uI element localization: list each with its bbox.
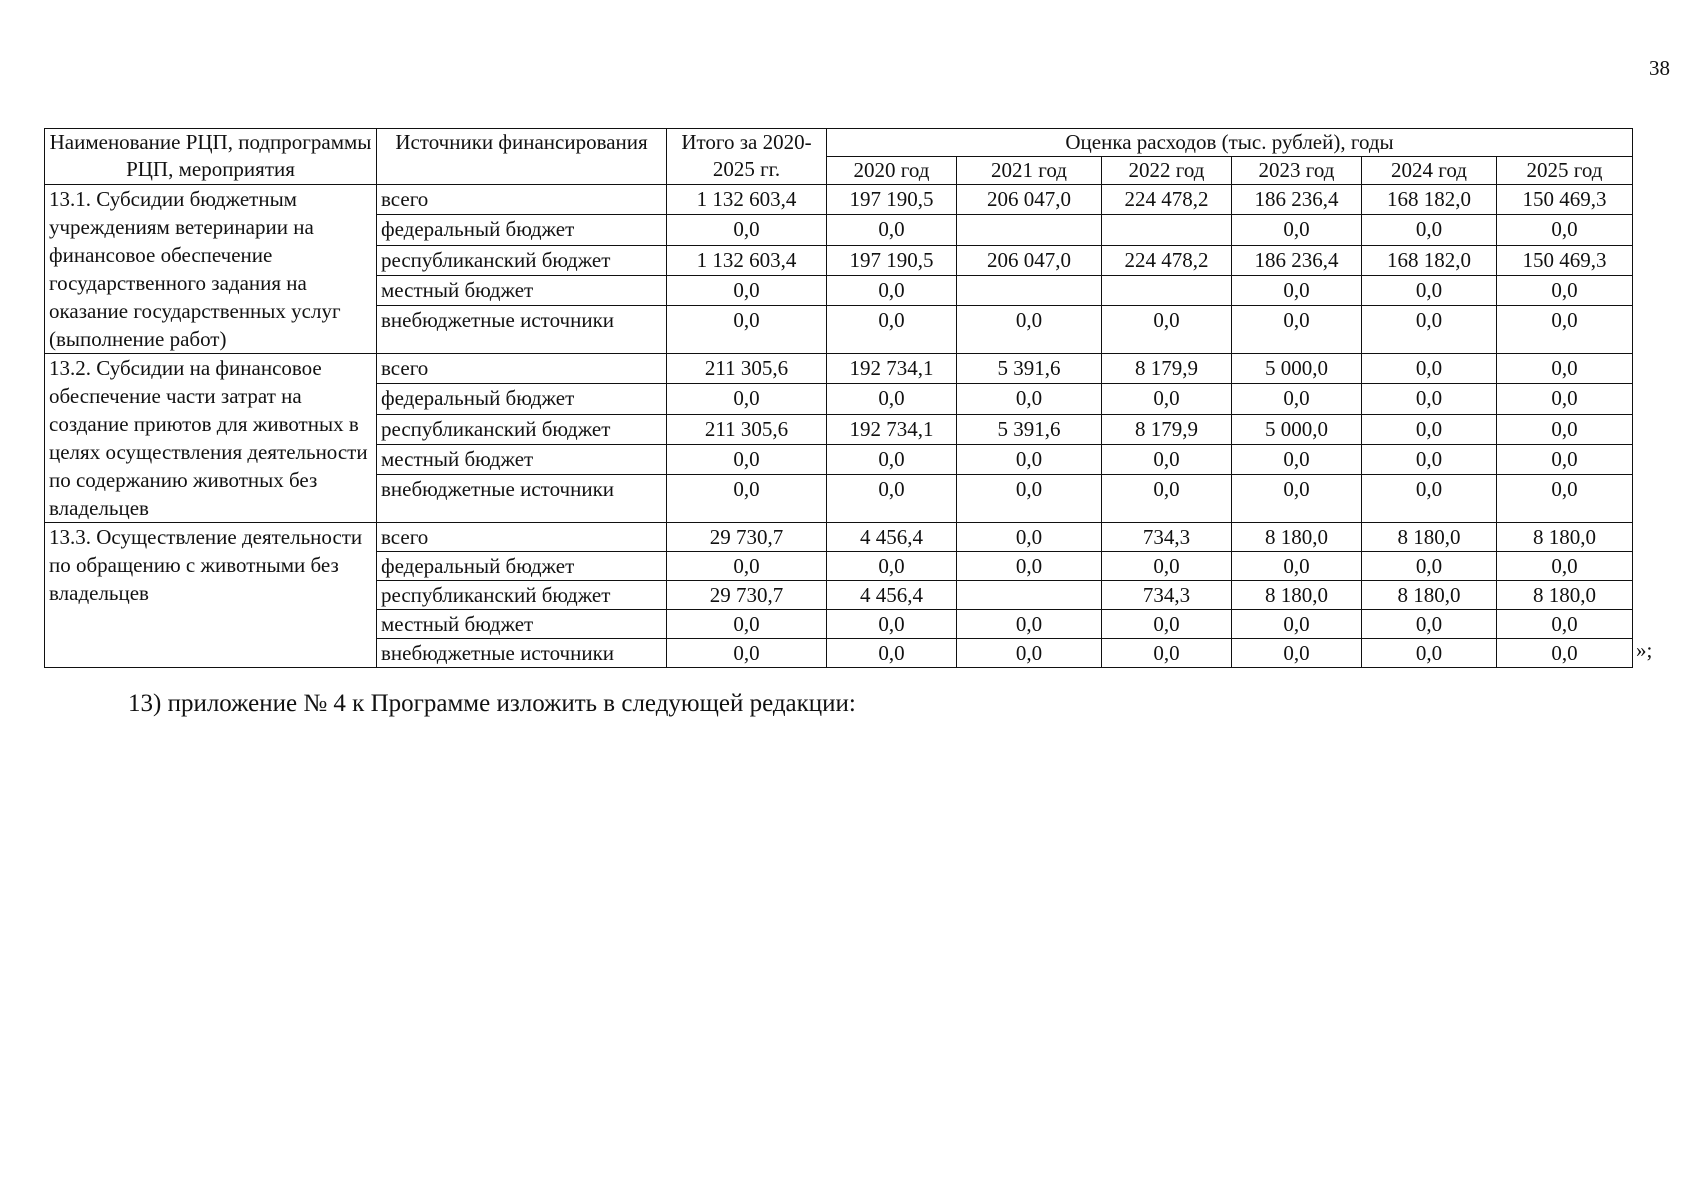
year-value-cell: 0,0 <box>1232 610 1362 639</box>
year-value-cell: 0,0 <box>1362 384 1497 414</box>
header-year: 2024 год <box>1362 157 1497 185</box>
year-value-cell: 8 180,0 <box>1232 523 1362 552</box>
year-value-cell: 0,0 <box>1362 552 1497 581</box>
year-value-cell: 0,0 <box>1497 552 1633 581</box>
year-value-cell: 0,0 <box>957 444 1102 474</box>
year-value-cell: 0,0 <box>1102 384 1232 414</box>
year-value-cell: 0,0 <box>1362 414 1497 444</box>
total-value-cell: 29 730,7 <box>667 581 827 610</box>
year-value-cell: 0,0 <box>1232 475 1362 523</box>
year-value-cell: 192 734,1 <box>827 414 957 444</box>
year-value-cell <box>957 275 1102 305</box>
year-value-cell: 0,0 <box>1497 610 1633 639</box>
year-value-cell: 0,0 <box>1362 610 1497 639</box>
year-value-cell: 0,0 <box>1497 384 1633 414</box>
funding-source-cell: всего <box>377 354 667 384</box>
funding-source-cell: всего <box>377 523 667 552</box>
total-value-cell: 0,0 <box>667 552 827 581</box>
table-body <box>45 185 1633 668</box>
year-value-cell: 0,0 <box>1362 475 1497 523</box>
funding-source-cell: федеральный бюджет <box>377 384 667 414</box>
year-value-cell: 0,0 <box>1497 414 1633 444</box>
page-number: 38 <box>1649 56 1670 80</box>
year-value-cell: 5 391,6 <box>957 354 1102 384</box>
year-value-cell <box>1102 275 1232 305</box>
total-value-cell: 1 132 603,4 <box>667 245 827 275</box>
measure-name-cell: 13.3. Осуществление деятельности по обращению с животными без владельцев <box>45 523 377 668</box>
year-value-cell: 5 000,0 <box>1232 414 1362 444</box>
year-value-cell: 0,0 <box>1102 552 1232 581</box>
year-value-cell: 0,0 <box>1362 275 1497 305</box>
year-value-cell: 0,0 <box>957 639 1102 668</box>
total-value-cell: 211 305,6 <box>667 354 827 384</box>
year-value-cell: 197 190,5 <box>827 185 957 215</box>
funding-source-cell: местный бюджет <box>377 275 667 305</box>
year-value-cell: 168 182,0 <box>1362 245 1497 275</box>
budget-table <box>44 128 1633 668</box>
year-value-cell: 206 047,0 <box>957 185 1102 215</box>
year-value-cell: 4 456,4 <box>827 523 957 552</box>
year-value-cell: 0,0 <box>1497 275 1633 305</box>
closing-quote: »; <box>1636 638 1653 662</box>
year-value-cell: 0,0 <box>1232 275 1362 305</box>
year-value-cell <box>957 581 1102 610</box>
funding-source-cell: внебюджетные источники <box>377 306 667 354</box>
year-value-cell: 186 236,4 <box>1232 185 1362 215</box>
year-value-cell: 0,0 <box>957 552 1102 581</box>
year-value-cell: 0,0 <box>1232 306 1362 354</box>
header-year: 2021 год <box>957 157 1102 185</box>
funding-source-cell: республиканский бюджет <box>377 245 667 275</box>
year-value-cell: 0,0 <box>1102 610 1232 639</box>
year-value-cell: 0,0 <box>1102 306 1232 354</box>
body-paragraph: 13) приложение № 4 к Программе изложить в следующей редакции: <box>128 690 856 717</box>
year-value-cell: 186 236,4 <box>1232 245 1362 275</box>
header-total-column: Итого за 2020-2025 гг. <box>667 129 827 185</box>
header-year: 2022 год <box>1102 157 1232 185</box>
year-value-cell: 0,0 <box>1232 384 1362 414</box>
year-value-cell: 734,3 <box>1102 523 1232 552</box>
funding-source-cell: местный бюджет <box>377 610 667 639</box>
year-value-cell: 0,0 <box>1102 475 1232 523</box>
measure-name-cell: 13.1. Субсидии бюджетным учреждениям ветеринарии на финансовое обеспечение государственного задания на оказание государственных услуг (выполнение работ) <box>45 185 377 354</box>
year-value-cell: 0,0 <box>827 552 957 581</box>
funding-source-cell: республиканский бюджет <box>377 414 667 444</box>
year-value-cell: 0,0 <box>827 275 957 305</box>
year-value-cell: 0,0 <box>1102 444 1232 474</box>
total-value-cell: 0,0 <box>667 215 827 245</box>
year-value-cell: 0,0 <box>1497 215 1633 245</box>
year-value-cell: 0,0 <box>1232 215 1362 245</box>
year-value-cell: 0,0 <box>827 444 957 474</box>
year-value-cell: 168 182,0 <box>1362 185 1497 215</box>
funding-source-cell: республиканский бюджет <box>377 581 667 610</box>
table-row <box>45 523 1633 552</box>
year-value-cell: 0,0 <box>957 523 1102 552</box>
year-value-cell: 0,0 <box>1362 639 1497 668</box>
funding-source-cell: всего <box>377 185 667 215</box>
year-value-cell: 192 734,1 <box>827 354 957 384</box>
year-value-cell: 0,0 <box>957 306 1102 354</box>
funding-source-cell: местный бюджет <box>377 444 667 474</box>
header-estimate-column: Оценка расходов (тыс. рублей), годы <box>827 129 1633 157</box>
total-value-cell: 0,0 <box>667 475 827 523</box>
table-row <box>45 185 1633 215</box>
total-value-cell: 0,0 <box>667 444 827 474</box>
header-row-top <box>45 129 1633 157</box>
year-value-cell: 150 469,3 <box>1497 245 1633 275</box>
year-value-cell: 8 180,0 <box>1497 523 1633 552</box>
total-value-cell: 0,0 <box>667 639 827 668</box>
year-value-cell: 8 180,0 <box>1497 581 1633 610</box>
year-value-cell: 5 391,6 <box>957 414 1102 444</box>
year-value-cell: 5 000,0 <box>1232 354 1362 384</box>
year-value-cell: 0,0 <box>827 215 957 245</box>
year-value-cell: 0,0 <box>1232 639 1362 668</box>
year-value-cell: 0,0 <box>1497 639 1633 668</box>
total-value-cell: 211 305,6 <box>667 414 827 444</box>
year-value-cell: 0,0 <box>957 610 1102 639</box>
year-value-cell: 0,0 <box>1497 306 1633 354</box>
table-header <box>45 129 1633 185</box>
total-value-cell: 0,0 <box>667 610 827 639</box>
funding-source-cell: федеральный бюджет <box>377 215 667 245</box>
year-value-cell: 0,0 <box>1362 444 1497 474</box>
year-value-cell: 0,0 <box>827 639 957 668</box>
year-value-cell: 4 456,4 <box>827 581 957 610</box>
year-value-cell: 0,0 <box>1232 552 1362 581</box>
header-year: 2023 год <box>1232 157 1362 185</box>
year-value-cell <box>1102 215 1232 245</box>
total-value-cell: 0,0 <box>667 275 827 305</box>
year-value-cell: 0,0 <box>827 306 957 354</box>
total-value-cell: 29 730,7 <box>667 523 827 552</box>
header-year: 2020 год <box>827 157 957 185</box>
year-value-cell: 8 180,0 <box>1362 581 1497 610</box>
header-source-column: Источники финансирования <box>377 129 667 185</box>
year-value-cell: 0,0 <box>827 384 957 414</box>
year-value-cell: 224 478,2 <box>1102 185 1232 215</box>
year-value-cell: 0,0 <box>1497 354 1633 384</box>
year-value-cell: 0,0 <box>1362 354 1497 384</box>
funding-source-cell: внебюджетные источники <box>377 475 667 523</box>
year-value-cell: 197 190,5 <box>827 245 957 275</box>
header-year: 2025 год <box>1497 157 1633 185</box>
table-row <box>45 354 1633 384</box>
year-value-cell: 0,0 <box>1497 444 1633 474</box>
year-value-cell: 8 179,9 <box>1102 354 1232 384</box>
year-value-cell: 0,0 <box>827 475 957 523</box>
year-value-cell: 0,0 <box>957 384 1102 414</box>
year-value-cell: 8 180,0 <box>1362 523 1497 552</box>
year-value-cell: 206 047,0 <box>957 245 1102 275</box>
year-value-cell: 0,0 <box>827 610 957 639</box>
year-value-cell: 0,0 <box>1362 306 1497 354</box>
year-value-cell: 0,0 <box>1102 639 1232 668</box>
year-value-cell: 0,0 <box>1232 444 1362 474</box>
year-value-cell: 224 478,2 <box>1102 245 1232 275</box>
year-value-cell: 0,0 <box>1497 475 1633 523</box>
year-value-cell: 734,3 <box>1102 581 1232 610</box>
total-value-cell: 0,0 <box>667 306 827 354</box>
year-value-cell: 0,0 <box>957 475 1102 523</box>
total-value-cell: 1 132 603,4 <box>667 185 827 215</box>
year-value-cell: 8 179,9 <box>1102 414 1232 444</box>
total-value-cell: 0,0 <box>667 384 827 414</box>
year-value-cell <box>957 215 1102 245</box>
year-value-cell: 8 180,0 <box>1232 581 1362 610</box>
measure-name-cell: 13.2. Субсидии на финансовое обеспечение части затрат на создание приютов для животных в целях осуществления деятельности по содержанию животных без владельцев <box>45 354 377 523</box>
funding-source-cell: федеральный бюджет <box>377 552 667 581</box>
funding-source-cell: внебюджетные источники <box>377 639 667 668</box>
year-value-cell: 150 469,3 <box>1497 185 1633 215</box>
header-name-column: Наименование РЦП, подпрограммы РЦП, мероприятия <box>45 129 377 185</box>
year-value-cell: 0,0 <box>1362 215 1497 245</box>
